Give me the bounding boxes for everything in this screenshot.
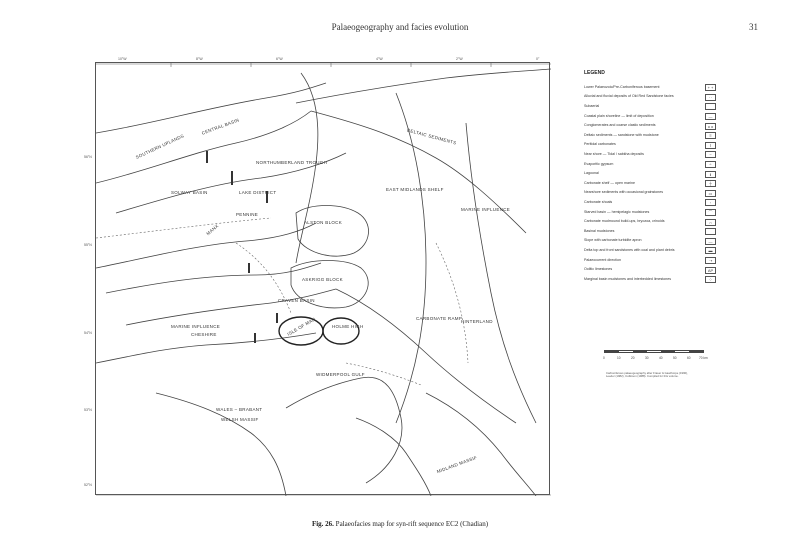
legend-swatch: ⌒ xyxy=(705,209,716,216)
scale-label: 20 xyxy=(631,356,635,360)
legend-swatch: o o xyxy=(705,123,716,130)
legend-item-label: Nearshore sediments with occasional grainstones xyxy=(584,190,664,195)
running-head: Palaeogeography and facies evolution xyxy=(331,22,469,32)
label-solway-basin: SOLWAY BASIN xyxy=(171,190,208,195)
legend-item xyxy=(584,93,716,103)
legend-item-label: Lower Palaeozoic/Pre-Carboniferous basement xyxy=(584,84,660,89)
legend-item-label: Slope with carbonate turbidite apron xyxy=(584,238,642,243)
legend-swatch: ┼ xyxy=(705,180,716,187)
legend-item xyxy=(584,227,716,237)
legend-item-label: Alluvial and fluvial deposits of Old Red Sandstone facies xyxy=(584,94,674,99)
legend-item-label: Marginal basin mudstones and interbedded limestones xyxy=(584,276,672,281)
label-manx: MANX xyxy=(205,223,220,237)
tick-top-2: 8°W xyxy=(196,57,203,61)
label-lake-district: LAKE DISTRICT xyxy=(239,190,277,195)
label-northumberland: NORTHUMBERLAND TROUGH xyxy=(256,160,328,165)
legend-item xyxy=(584,179,716,189)
legend-swatch: ^ xyxy=(705,161,716,168)
legend-swatch: · · xyxy=(705,94,716,101)
legend-swatch: + + xyxy=(705,84,716,91)
scale-label: 40 xyxy=(659,356,663,360)
label-pennine: PENNINE xyxy=(236,212,259,217)
legend-item-label: Coastal plain shoreline — limit of deposition xyxy=(584,113,654,118)
tick-top-1: 10°W xyxy=(118,57,127,61)
tick-top-5: 2°W xyxy=(456,57,463,61)
scale-segment xyxy=(605,351,619,352)
legend-swatch: AP xyxy=(705,267,716,274)
label-east-midlands: EAST MIDLANDS SHELF xyxy=(386,187,444,192)
legend-item-label: Near shore — Tidal / sabkha deposits xyxy=(584,151,644,156)
legend-item xyxy=(584,275,716,285)
label-hinterland: HINTERLAND xyxy=(461,319,493,324)
legend-item xyxy=(584,83,716,93)
map-panel xyxy=(84,57,550,495)
legend-item-label: Delta top and front sandstones with coal and plant debris xyxy=(584,247,675,252)
legend-swatch: ~ xyxy=(705,151,716,158)
legend-swatch: ‖ xyxy=(705,171,716,178)
legend-item xyxy=(584,246,716,256)
legend-item xyxy=(584,256,716,266)
legend-item xyxy=(584,131,716,141)
legend-item xyxy=(584,189,716,199)
scale-bar xyxy=(604,350,704,353)
legend-swatch: ▬ xyxy=(705,247,716,254)
legend-item xyxy=(584,198,716,208)
scale-label: 50 xyxy=(673,356,677,360)
source-note: Carboniferous palaeogeography after Fraser & Gawthorpe (1990), Leeder (1982), Collinson (1988). Compiled for this volume. xyxy=(606,371,688,379)
label-deltaic: DELTAIC SEDIMENTS xyxy=(406,127,457,146)
legend-item-label: Starved basin — hemipelagic mudstones xyxy=(584,209,650,214)
legend-swatch: ≡ xyxy=(705,132,716,139)
legend-item xyxy=(584,141,716,151)
legend-swatch: ⇢ xyxy=(705,257,716,264)
scale-label: 60 xyxy=(687,356,691,360)
legend-item xyxy=(584,217,716,227)
tick-top-3: 6°W xyxy=(276,57,283,61)
tick-left-4: 53°N xyxy=(84,408,92,412)
scale-segment xyxy=(675,351,689,352)
caption-number: Fig. 26. xyxy=(311,520,334,528)
label-askrigg: ASKRIGG BLOCK xyxy=(302,277,343,282)
legend-swatch: ◦ xyxy=(705,199,716,206)
legend-item-label: Carbonate shelf — open marine xyxy=(584,180,635,185)
legend-item-label: Carbonate mudmound build-ups, bryozoa, crinoids xyxy=(584,219,665,224)
scale-segment xyxy=(661,351,675,352)
label-wales-brabant: WALES – BRABANT xyxy=(216,407,263,412)
legend-item xyxy=(584,112,716,122)
legend-panel xyxy=(584,70,716,284)
label-isle-of-man: ISLE OF MAN xyxy=(286,316,317,337)
legend-item xyxy=(584,121,716,131)
tick-left-5: 52°N xyxy=(84,483,92,487)
legend-swatch xyxy=(705,103,716,110)
legend-item-label: Subaerial xyxy=(584,104,600,108)
label-alston: ALSTON BLOCK xyxy=(304,220,343,225)
label-craven: CRAVEN BASIN xyxy=(278,298,315,303)
legend-item xyxy=(584,102,716,112)
scale-label: 0 xyxy=(603,356,605,360)
legend-swatch: ― xyxy=(705,238,716,245)
scale-segment xyxy=(619,351,633,352)
legend-item xyxy=(584,169,716,179)
figure-caption xyxy=(0,520,800,528)
label-widmerpool: WIDMERPOOL GULF xyxy=(316,372,365,377)
label-marine-influence-east: MARINE INFLUENCE xyxy=(461,207,511,212)
scale-label: 70 km xyxy=(699,356,708,360)
legend-swatch: ▭ xyxy=(705,190,716,197)
legend-title: LEGEND xyxy=(584,70,605,76)
legend-item-label: Peritidal carbonates xyxy=(584,142,616,147)
legend-item-label: Palaeocurrent direction xyxy=(584,257,621,262)
scale-segment xyxy=(689,351,703,352)
tick-left-3: 54°N xyxy=(84,331,92,335)
label-carbonate-ramp: CARBONATE RAMP xyxy=(416,316,463,321)
legend-swatch xyxy=(705,228,716,235)
legend-swatch: ∩ xyxy=(705,219,716,226)
legend-item xyxy=(584,150,716,160)
label-marine-influence-west: MARINE INFLUENCE xyxy=(171,324,221,329)
legend-swatch: — xyxy=(705,113,716,120)
tick-top-6: 0° xyxy=(536,57,540,61)
legend-item xyxy=(584,265,716,275)
tick-left-2: 55°N xyxy=(84,243,92,247)
legend-item-label: Lagoonal xyxy=(584,171,599,176)
legend-item-label: Conglomerates and coarse clastic sediments xyxy=(584,123,656,128)
scale-segment xyxy=(633,351,647,352)
label-midland: MIDLAND MASSIF xyxy=(436,454,478,475)
scale-segment xyxy=(647,351,661,352)
legend-item xyxy=(584,208,716,218)
legend-item xyxy=(584,160,716,170)
label-welsh-massif: WELSH MASSIF xyxy=(221,417,259,422)
scale-label: 30 xyxy=(645,356,649,360)
label-southern-uplands: SOUTHERN UPLANDS xyxy=(134,133,185,160)
legend-item-label: Basinal mudstones xyxy=(584,228,615,233)
caption-text: Palaeofacies map for syn-rift sequence EC2 (Chadian) xyxy=(335,520,489,528)
label-holme-high: HOLME HIGH xyxy=(332,324,364,329)
legend-item-label: Deltaic sediments — sandstone with mudstone xyxy=(584,132,659,137)
legend-item xyxy=(584,237,716,247)
tick-left-1: 56°N xyxy=(84,155,92,159)
tick-top-4: 4°W xyxy=(376,57,383,61)
label-cheshire: CHESHIRE xyxy=(191,332,217,337)
scale-label: 10 xyxy=(617,356,621,360)
legend-item-label: Carbonate shoals xyxy=(584,199,613,204)
page-number: 31 xyxy=(749,22,758,32)
legend-swatch: ⁘ xyxy=(705,276,716,283)
legend-item-label: Oolitic limestones xyxy=(584,267,613,272)
legend-swatch: ⌇ xyxy=(705,142,716,149)
label-central-basin: CENTRAL BASIN xyxy=(201,117,240,136)
legend-item-label: Evaporitic gypsum xyxy=(584,161,614,166)
